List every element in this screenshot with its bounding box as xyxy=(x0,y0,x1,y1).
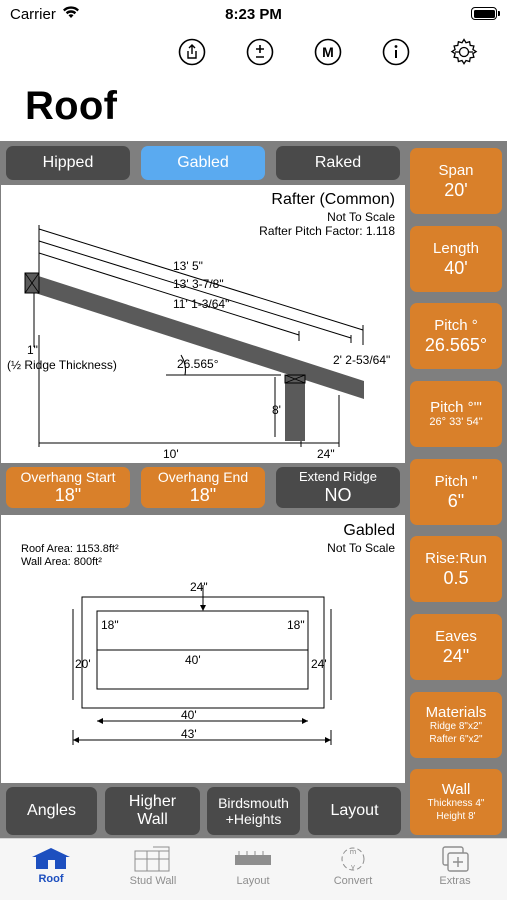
wall-area: Wall Area: 800ft² xyxy=(21,556,102,568)
rafter-dim-total: 13' 5" xyxy=(173,259,203,273)
rafter-scale-note: Not To Scale xyxy=(327,210,395,224)
tab-stud-wall[interactable]: Stud Wall xyxy=(108,845,198,887)
roof-type-raked-button[interactable]: Raked xyxy=(276,146,400,180)
carrier-label: Carrier xyxy=(10,6,56,23)
plan-eave-top: 24" xyxy=(190,580,208,594)
rise-run-button[interactable]: Rise:Run 0.5 xyxy=(410,536,502,602)
page-title: Roof xyxy=(25,84,118,128)
plan-title: Gabled xyxy=(343,522,395,539)
birdsmouth-heights-button[interactable]: Birdsmouth +Heights xyxy=(207,787,300,835)
rafter-pitch-factor: Rafter Pitch Factor: 1.118 xyxy=(259,224,395,238)
wall-button[interactable]: Wall Thickness 4" Height 8' xyxy=(410,769,502,835)
extras-icon xyxy=(437,845,473,873)
svg-text:m: m xyxy=(349,848,357,856)
eaves-button[interactable]: Eaves 24" xyxy=(410,614,502,680)
clock: 8:23 PM xyxy=(225,6,282,23)
plan-diagram xyxy=(1,515,405,783)
plan-width-left: 20' xyxy=(75,657,91,671)
plan-overhang-right: 18" xyxy=(287,618,305,632)
convert-icon xyxy=(335,845,371,873)
svg-text:y: y xyxy=(350,863,356,871)
stud-wall-icon xyxy=(133,845,173,873)
pitch-dms-button[interactable]: Pitch °'" 26° 33' 54" xyxy=(410,381,502,447)
house-icon xyxy=(28,845,74,871)
svg-text:M: M xyxy=(322,44,334,60)
roof-type-gabled-button[interactable]: Gabled xyxy=(141,146,265,180)
tab-layout[interactable]: Layout xyxy=(208,845,298,887)
angles-button[interactable]: Angles xyxy=(6,787,97,835)
rafter-title: Rafter (Common) xyxy=(271,191,395,208)
length-button[interactable]: Length 40' xyxy=(410,226,502,292)
higher-wall-button[interactable]: Higher Wall xyxy=(105,787,200,835)
pitch-inches-button[interactable]: Pitch " 6" xyxy=(410,459,502,525)
tab-bar xyxy=(0,838,507,900)
rafter-dim-mid: 13' 3-7/8" xyxy=(173,277,224,291)
extend-ridge-button[interactable]: Extend Ridge NO xyxy=(276,467,400,508)
plan-diagram-panel xyxy=(1,515,405,783)
rafter-ridge-dim: 1" xyxy=(27,343,38,357)
share-icon[interactable] xyxy=(178,38,206,66)
rafter-wall-height: 8' xyxy=(272,403,281,417)
tab-extras[interactable]: Extras xyxy=(410,845,500,887)
rafter-tail-length: 2' 2-53/64" xyxy=(333,353,391,367)
ruler-icon xyxy=(233,845,273,873)
rafter-diagram xyxy=(1,185,405,463)
rafter-run: 10' xyxy=(163,447,179,461)
status-bar xyxy=(0,0,507,30)
rafter-overhang: 24" xyxy=(317,447,335,461)
plan-width-right: 24' xyxy=(311,657,327,671)
plan-length-wall: 40' xyxy=(181,708,197,722)
materials-button[interactable]: Materials Ridge 8"x2" Rafter 6"x2" xyxy=(410,692,502,758)
settings-icon[interactable] xyxy=(450,38,478,66)
rafter-diagram-panel xyxy=(1,185,405,463)
roof-type-hipped-button[interactable]: Hipped xyxy=(6,146,130,180)
layout-button[interactable]: Layout xyxy=(308,787,401,835)
rafter-angle: 26.565° xyxy=(177,357,219,371)
plan-length-total: 43' xyxy=(181,727,197,741)
plan-scale-note: Not To Scale xyxy=(327,541,395,555)
plus-minus-icon[interactable] xyxy=(246,38,274,66)
rafter-dim-inner: 11' 1-3/64" xyxy=(173,297,230,311)
tab-roof[interactable]: Roof xyxy=(6,845,96,885)
tab-convert[interactable]: m y Convert xyxy=(308,845,398,887)
roof-area: Roof Area: 1153.8ft² xyxy=(21,543,119,555)
span-button[interactable]: Span 20' xyxy=(410,148,502,214)
rafter-ridge-note: (½ Ridge Thickness) xyxy=(7,358,117,372)
overhang-end-button[interactable]: Overhang End 18" xyxy=(141,467,265,508)
battery-icon xyxy=(471,7,497,20)
plan-length-inner: 40' xyxy=(185,653,201,667)
memory-icon[interactable] xyxy=(314,38,342,66)
pitch-degrees-button[interactable]: Pitch ° 26.565° xyxy=(410,303,502,369)
info-icon[interactable] xyxy=(382,38,410,66)
overhang-start-button[interactable]: Overhang Start 18" xyxy=(6,467,130,508)
plan-overhang-left: 18" xyxy=(101,618,119,632)
